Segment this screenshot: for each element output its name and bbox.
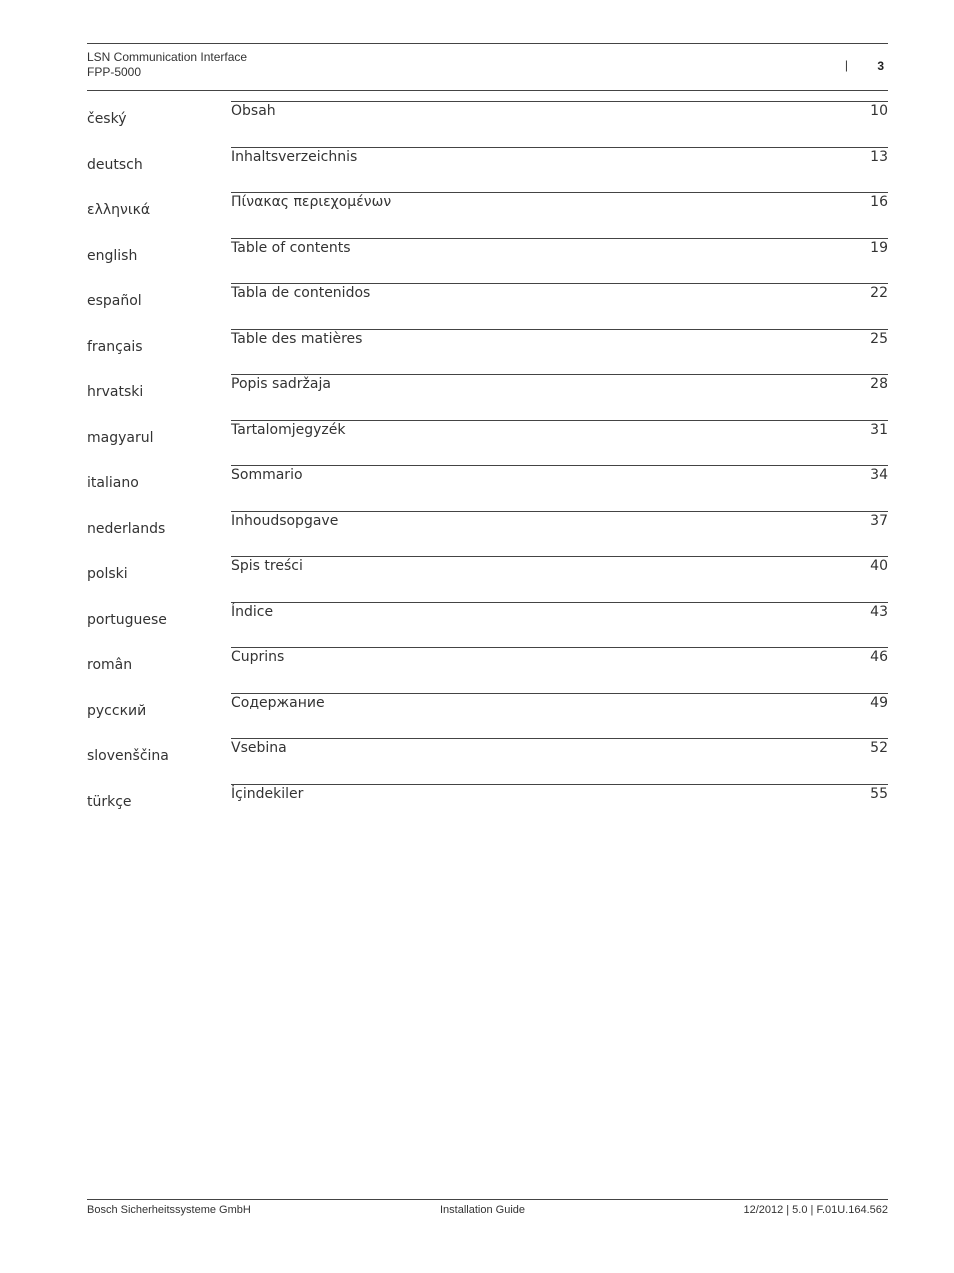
toc-row — [87, 649, 888, 686]
toc-language: slovenščina — [87, 748, 169, 764]
toc-entry-label: Πίνακας περιεχομένων — [231, 194, 392, 210]
toc-entry-link[interactable] — [231, 738, 888, 763]
toc-entry-link[interactable] — [231, 465, 888, 490]
toc-entry-label: Table des matières — [231, 330, 363, 347]
toc-entry-label: Inhaltsverzeichnis — [231, 148, 358, 165]
toc-entry-page: 10 — [870, 103, 888, 119]
toc-entry-link[interactable] — [231, 147, 888, 172]
toc-language: türkçe — [87, 793, 132, 810]
toc-language: русский — [87, 702, 147, 719]
toc-row — [87, 194, 888, 231]
toc-row — [87, 421, 888, 459]
toc-entry-label: Popis sadržaja — [231, 376, 331, 392]
toc-entry-link[interactable] — [231, 784, 888, 809]
toc-entry-link[interactable] — [231, 693, 888, 718]
toc-entry-link[interactable] — [231, 101, 888, 126]
toc-entry-page: 46 — [870, 649, 888, 665]
toc-entry-link[interactable] — [231, 329, 888, 354]
toc-entry-page: 49 — [870, 694, 888, 711]
toc-entry-link[interactable] — [231, 420, 888, 445]
toc-entry-link[interactable] — [231, 556, 888, 581]
toc-entry-page: 19 — [870, 239, 888, 256]
toc-entry-label: Obsah — [231, 103, 276, 119]
toc-entry-link[interactable] — [231, 374, 888, 399]
toc-entry-page: 13 — [870, 148, 888, 165]
toc-entry-page: 37 — [870, 512, 888, 529]
toc-language: deutsch — [87, 156, 143, 173]
toc-row — [87, 603, 888, 641]
toc-language: polski — [87, 566, 128, 582]
toc-entry-label: Tartalomjegyzék — [231, 421, 346, 438]
toc-entry-link[interactable] — [231, 602, 888, 627]
toc-entry-link[interactable] — [231, 238, 888, 263]
toc-row — [87, 740, 888, 777]
toc-entry-page: 31 — [870, 421, 888, 438]
footer-company: Bosch Sicherheitssysteme GmbH — [87, 1204, 251, 1216]
toc-row — [87, 239, 888, 277]
toc-row — [87, 694, 888, 732]
toc-entry-page: 25 — [870, 330, 888, 347]
toc-row — [87, 148, 888, 186]
toc-entry-page: 43 — [870, 603, 888, 620]
page-number: 3 — [877, 59, 884, 73]
toc-entry-label: Cuprins — [231, 649, 285, 665]
toc-language: român — [87, 657, 133, 673]
toc-entry-page: 52 — [870, 740, 888, 756]
document-title — [87, 50, 247, 80]
toc-row — [87, 285, 888, 322]
product-name: LSN Communication Interface — [87, 50, 248, 64]
toc-entry-page: 55 — [870, 785, 888, 802]
toc-entry-link[interactable] — [231, 647, 888, 672]
toc-language: hrvatski — [87, 384, 144, 400]
footer-doc-type: Installation Guide — [440, 1204, 525, 1216]
toc-entry-label: Vsebina — [231, 740, 287, 756]
toc-entry-link[interactable] — [231, 511, 888, 536]
toc-language: portuguese — [87, 611, 167, 628]
toc-row — [87, 103, 888, 140]
toc-language: français — [87, 338, 143, 355]
toc-entry-label: Spis treści — [231, 558, 303, 574]
toc-language: český — [87, 111, 127, 127]
toc-row — [87, 467, 888, 504]
toc-language: magyarul — [87, 429, 154, 446]
toc-row — [87, 330, 888, 368]
toc-entry-label: Índice — [231, 603, 274, 620]
toc-language: italiano — [87, 475, 139, 491]
toc-entry-page: 40 — [870, 558, 888, 574]
toc-entry-page: 16 — [870, 194, 888, 210]
page-footer — [87, 1199, 888, 1220]
toc-entry-label: İçindekiler — [231, 785, 304, 802]
toc-row — [87, 512, 888, 550]
page-header — [87, 43, 888, 91]
toc-language: nederlands — [87, 520, 166, 537]
toc-entry-page: 28 — [870, 376, 888, 392]
toc-entry-page: 34 — [870, 467, 888, 483]
toc-entry-label: Table of contents — [231, 239, 351, 256]
toc-entry-page: 22 — [870, 285, 888, 301]
toc-entry-link[interactable] — [231, 283, 888, 308]
toc-language: english — [87, 247, 138, 264]
toc-language: español — [87, 293, 142, 309]
product-model: FPP-5000 — [87, 65, 142, 79]
toc-row — [87, 785, 888, 823]
header-separator: | — [844, 58, 848, 72]
toc-entry-label: Содержание — [231, 694, 325, 711]
toc-row — [87, 558, 888, 595]
toc-language: ελληνικά — [87, 202, 151, 218]
toc-entry-label: Inhoudsopgave — [231, 512, 339, 529]
toc-entry-label: Tabla de contenidos — [231, 285, 371, 301]
toc-entry-label: Sommario — [231, 467, 303, 483]
toc-row — [87, 376, 888, 413]
footer-doc-info: 12/2012 | 5.0 | F.01U.164.562 — [743, 1204, 888, 1216]
toc-entry-link[interactable] — [231, 192, 888, 217]
